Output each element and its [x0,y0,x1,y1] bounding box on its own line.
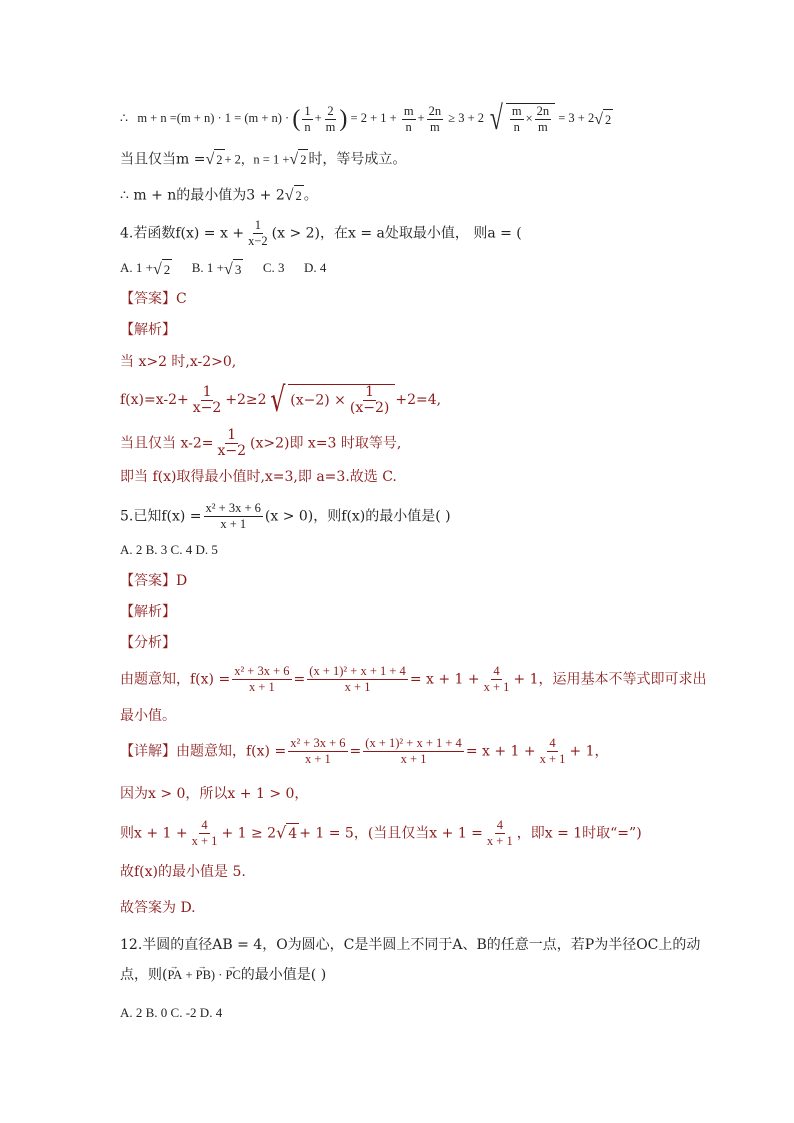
question-4-options: A. 1 +√ 2 B. 1 +√ 3 C. 3 D. 4 [120,260,327,278]
question-5-detail-line-3: 则x + 1 + $\frac{4}{x + 1}$ + 1 ≥ 2√ 4 + 1 = 5，(当且仅当x + 1 = $\frac{4}{x + 1}$ ，即x = 1时取“=”) [120,818,642,848]
question-5-stem: 5.已知f(x) = $\frac{\text{x² + 3x + 6}}{x + 1}$ (x > 0)，则f(x)的最小值是( ) [120,501,451,531]
solution-minimum-value: ∴ m + n的最小值为3 + 2√ 2 。 [120,187,318,204]
question-5-final-answer: 故答案为 D. [120,900,196,916]
question-4-analysis-step-1: 当 x>2 时,x-2>0, [120,354,237,370]
question-12-options: A. 2 B. 0 C. -2 D. 4 [120,1005,223,1020]
solution-equality-condition: 当且仅当m =√ 2 + 2，n = 1 +√ 2 时，等号成立。 [120,151,407,168]
question-5-answer: 【答案】D [120,573,188,589]
question-5-detail-line-1: 【详解】由题意知，f(x) = $\frac{\text{x² + 3x + 6}}{x + 1}$ = $\frac{\text{(x + 1)² + x + 1 + 4}}{x + 1}$ = x + 1 + $\frac{4}{x + 1}$ + 1， [120,736,609,766]
question-5-fenxi-line-2: 最小值。 [120,708,176,724]
question-4-answer: 【答案】C [120,291,187,307]
question-12-stem-line-1: 12.半圆的直径AB = 4，O为圆心，C是半圆上不同于A、B的任意一点，若P为半径OC上的动 [120,937,701,953]
question-5-detail-line-2: 因为x > 0，所以x + 1 > 0， [120,786,309,802]
question-4-stem: 4.若函数f(x) = x + $\frac{1}{x-2}$ (x > 2)，在x = a处取最小值， 则a = ( [120,218,522,248]
question-4-analysis-step-4: 即当 f(x)取得最小值时,x=3,即 a=3.故选 C. [120,469,397,485]
question-4-analysis-heading: 【解析】 [120,322,176,338]
question-5-analysis-heading: 【解析】 [120,604,176,620]
question-4-analysis-step-2: f(x)=x-2+ $\frac{1}{x-2}$ +2≥2√ (x−2) × $\frac{1}{(x-2)}$ +2=4, [120,380,442,420]
question-5-options: A. 2 B. 3 C. 4 D. 5 [120,542,218,557]
question-5-fenxi-heading: 【分析】 [120,635,176,651]
question-12-stem-line-2: 点，则(→ PA + → PB) · → PC的最小值是( ) [120,965,326,985]
question-5-fenxi-line-1: 由题意知，f(x) = $\frac{\text{x² + 3x + 6}}{x + 1}$ = $\frac{\text{(x + 1)² + x + 1 + 4}}{x + 1}$ = x + 1 + $\frac{4}{x + 1}$ + 1，运用基本不等式即可求出 [120,664,707,694]
question-5-conclusion-min: 故f(x)的最小值是 5. [120,864,246,880]
solution-equation-line: ∴ m + n =(m + n) · 1 = (m + n) · ( $\frac{1}{n}$ + $\frac{2}{m}$ ) = 2 + 1 + $\frac{m}{n}$ + $\frac{2n}{m}$ ≥ 3 + 2 √ $\frac{m}{n}$ × $\frac{2n}{m}$ = 3 + 2√ 2 [120,100,612,137]
question-4-analysis-step-3: 当且仅当 x-2= $\frac{1}{x-2}$ (x>2)即 x=3 时取等号, [120,427,402,459]
